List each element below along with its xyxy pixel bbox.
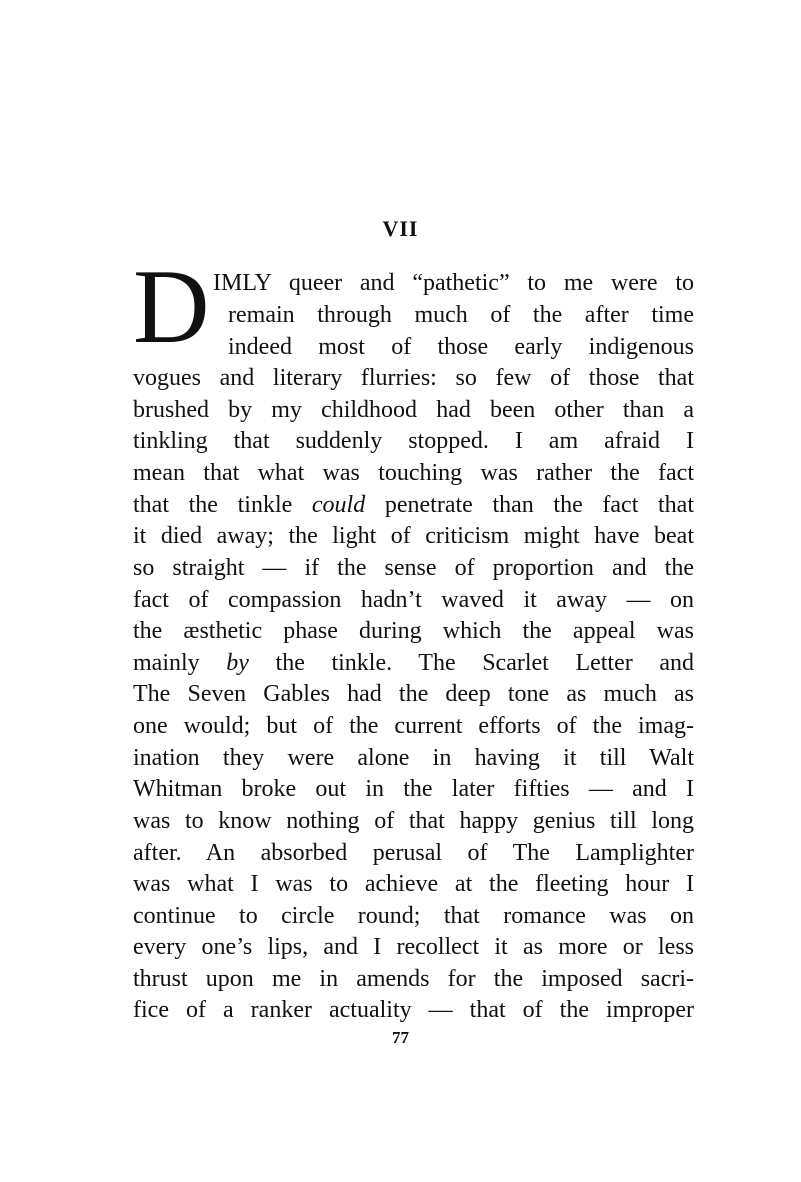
text-segment: mainly	[133, 650, 227, 676]
text-line: mean that what was touching was rather the fact	[133, 460, 694, 486]
text-line: vogues and literary flurries: so few of those that	[133, 365, 694, 391]
text-segment: penetrate than the fact that	[365, 492, 694, 518]
text-line: indeed most of those early indigenous	[228, 334, 694, 360]
text-line: one would; but of the current efforts of the imag-	[133, 713, 694, 739]
text-segment: that the tinkle	[133, 492, 312, 518]
page-number: 77	[392, 1028, 409, 1047]
text-line: thrust upon me in amends for the imposed sacri-	[133, 966, 694, 992]
text-line: brushed by my childhood had been other than a	[133, 397, 694, 423]
text-line: tinkling that suddenly stopped. I am afraid I	[133, 428, 694, 454]
text-line: after. An absorbed perusal of The Lamplighter	[133, 840, 694, 866]
text-line: ination they were alone in having it till Walt	[133, 745, 694, 771]
text-line: was what I was to achieve at the fleeting hour I	[133, 871, 694, 897]
text-segment: the tinkle. The Scarlet Letter and	[248, 650, 694, 676]
chapter-heading: VII	[382, 216, 419, 241]
text-line: fice of a ranker actuality — that of the improper	[133, 997, 694, 1023]
text-line: continue to circle round; that romance was on	[133, 903, 694, 929]
text-line: fact of compassion hadn’t waved it away — on	[133, 587, 694, 613]
text-line: it died away; the light of criticism might have beat	[133, 523, 694, 549]
text-line: remain through much of the after time	[228, 302, 694, 328]
drop-cap-letter: D	[133, 248, 210, 365]
italic-word: could	[311, 492, 366, 518]
text-line: was to know nothing of that happy genius till long	[133, 808, 694, 834]
text-line: The Seven Gables had the deep tone as much as	[133, 681, 694, 707]
text-line	[133, 490, 694, 522]
text-line: so straight — if the sense of proportion and the	[133, 555, 694, 581]
italic-word: by	[226, 650, 249, 676]
text-line: IMLY queer and “pathetic” to me were to	[213, 270, 694, 296]
text-line: Whitman broke out in the later fifties — and I	[133, 776, 694, 802]
text-line: every one’s lips, and I recollect it as more or less	[133, 934, 694, 960]
text-line: the æsthetic phase during which the appeal was	[133, 618, 694, 644]
text-line	[133, 648, 694, 680]
